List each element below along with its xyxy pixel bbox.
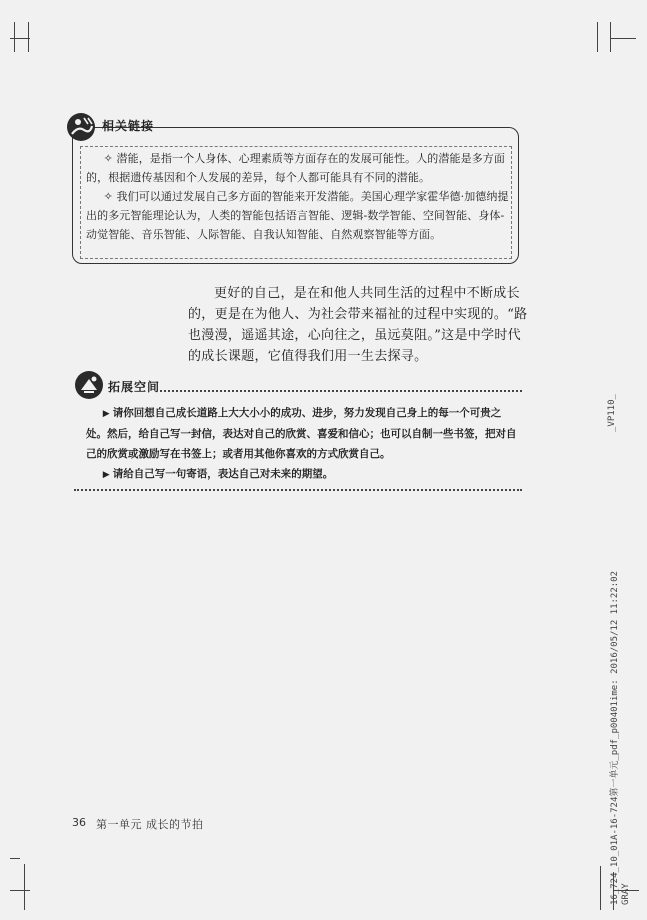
extension-space-title: 拓展空间 <box>108 380 161 394</box>
crop-mark <box>10 890 30 891</box>
dotted-divider-bottom <box>74 489 522 491</box>
related-links-paragraph: ✧ 我们可以通过发展自己多方面的智能来开发潜能。美国心理学家霍华德·加德纳提出的多元智能理论认为，人类的智能包括语言智能、逻辑-数学智能、空间智能、身体-动觉智能、音乐智能、人际智能、自我认知智能、自然观察智能等方面。 <box>86 190 509 241</box>
related-links-title: 相关链接 <box>102 119 155 133</box>
play-bullet-icon: ▶ <box>102 409 110 419</box>
crop-mark <box>600 866 601 910</box>
extension-item-text: 请你回想自己成长道路上大大小小的成功、进步，努力发现自己身上的每一个可贵之处。然后，给自己写一封信，表达对自己的欣赏、喜爱和信心；也可以自制一些书签，把对自己的欣赏或激励写在书签上；或者用其他你喜欢的方式欣赏自己。 <box>86 407 517 460</box>
extension-space-content <box>86 403 518 485</box>
crop-mark <box>10 858 20 859</box>
page-number: 36 <box>72 816 86 829</box>
crop-mark <box>10 38 30 39</box>
crop-mark <box>610 38 636 39</box>
related-links-content <box>86 149 510 244</box>
related-links-paragraph: ✧ 潜能，是指一个人身体、心理素质等方面存在的发展可能性。人的潜能是多方面的，根据遗传基因和个人发展的差异，每个人都可能具有不同的潜能。 <box>86 152 506 184</box>
crop-mark <box>24 864 25 910</box>
extension-item-text: 请给自己写一句寄语，表达自己对未来的期望。 <box>112 468 334 480</box>
vp-edge-label: _VP110_ <box>607 394 617 432</box>
body-paragraph: 更好的自己，是在和他人共同生活的过程中不断成长的，更是在为他人、为社会带来福祉的过程中实现的。“路也漫漫，遥遥其途，心向往之，虽远莫阻。”这是中学时代的成长课题，它值得我们用一生去探寻。 <box>188 286 528 364</box>
extension-space-icon <box>74 370 104 400</box>
extension-item <box>86 464 518 485</box>
crop-mark <box>597 22 598 52</box>
related-links-icon <box>66 112 96 142</box>
running-title: 第一单元 成长的节拍 <box>96 818 204 831</box>
gray-edge-label: GRAY <box>621 883 631 905</box>
crop-mark <box>28 22 29 52</box>
play-bullet-icon: ▶ <box>102 470 110 480</box>
crop-mark <box>14 22 15 52</box>
dotted-divider-top <box>160 390 522 392</box>
crop-mark <box>610 22 611 52</box>
file-info-edge-label: 16_724_10_01A-16-724第一单元_pdf_p00401ime: 2016/05/12 11:22:02 <box>610 570 620 905</box>
extension-item <box>86 403 518 464</box>
